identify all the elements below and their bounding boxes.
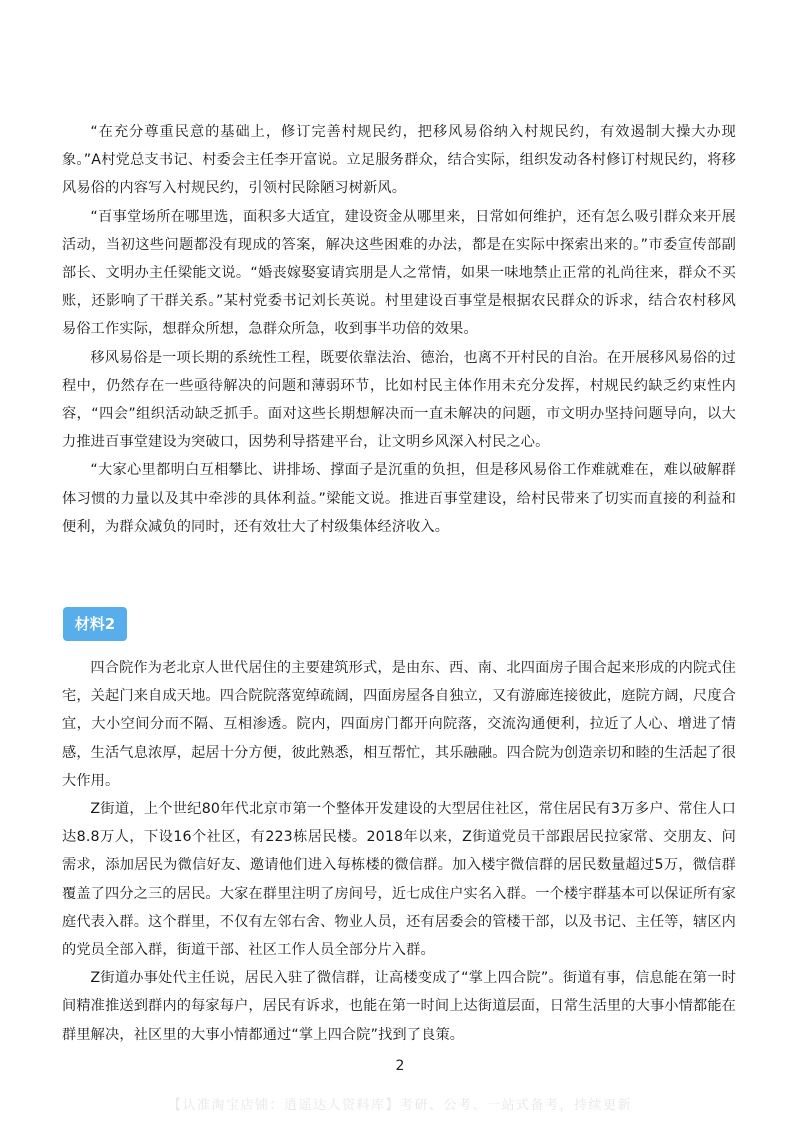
paragraph: “在充分尊重民意的基础上，修订完善村规民约，把移风易俗纳入村规民约，有效遏制大操大办现象。”A村党总支书记、村委会主任李开富说。立足服务群众，结合实际，组织发动各村修订村规民约，将移风易俗的内容写入村规民约，引领村民除陋习树新风。	[62, 124, 736, 197]
section-label-badge: 材料2	[63, 607, 127, 641]
material-1-body	[62, 118, 736, 541]
paragraph: “百事堂场所在哪里选，面积多大适宜，建设资金从哪里来，日常如何维护，还有怎么吸引群众来开展活动，当初这些问题都没有现成的答案，解决这些困难的办法，都是在实际中探索出来的。”市委宣传部副部长、文明办主任梁能文说。“婚丧嫁娶宴请宾朋是人之常情，如果一味地禁止正常的礼尚往来，群众不买账，还影响了干群关系。”某村党委书记刘长英说。村里建设百事堂是根据农民群众的诉求，结合农村移风易俗工作实际，想群众所想，急群众所急，收到事半功倍的效果。	[62, 208, 736, 338]
paragraph: 移风易俗是一项长期的系统性工程，既要依靠法治、德治，也离不开村民的自治。在开展移风易俗的过程中，仍然存在一些亟待解决的问题和薄弱环节，比如村民主体作用未充分发挥，村规民约缺乏约束性内容，“四会”组织活动缺乏抓手。面对这些长期想解决而一直未解决的问题，市文明办坚持问题导向，以大力推进百事堂建设为突破口，因势利导搭建平台，让文明乡风深入村民之心。	[62, 349, 736, 451]
paragraph: “大家心里都明白互相攀比、讲排场、撑面子是沉重的负担，但是移风易俗工作难就难在，难以破解群体习惯的力量以及其中牵涉的具体利益。”梁能文说。推进百事堂建设，给村民带来了切实而直接的利益和便利，为群众减负的同时，还有效壮大了村级集体经济收入。	[62, 462, 736, 535]
material-2-body	[62, 654, 736, 1049]
paragraph: Z街道办事处代主任说，居民入驻了微信群，让高楼变成了“掌上四合院”。街道有事，信息能在第一时间精准推送到群内的每家每户，居民有诉求，也能在第一时间上达街道层面，日常生活里的大事小情都能在群里解决，社区里的大事小情都通过“掌上四合院”找到了良策。	[62, 970, 736, 1043]
watermark-text: 【认准淘宝店铺：逍遥达人资料库】考研、公考、一站式备考，持续更新	[167, 1098, 632, 1113]
paragraph: Z街道，上个世纪80年代北京市第一个整体开发建设的大型居住社区，常住居民有3万多户、常住人口达8.8万人，下设16个社区，有223栋居民楼。2018年以来，Z街道党员干部跟居民拉家常、交朋友、问需求，添加居民为微信好友、邀请他们进入每栋楼的微信群。加入楼宇微信群的居民数量超过5万，微信群覆盖了四分之三的居民。大家在群里注明了房间号，近七成住户实名入群。一个楼宇群基本可以保证所有家庭代表入群。这个群里，不仅有左邻右舍、物业人员，还有居委会的管楼干部，以及书记、主任等，辖区内的党员全部入群，街道干部、社区工作人员全部分片入群。	[62, 801, 736, 959]
page-number: 2	[395, 1058, 405, 1074]
paragraph: 四合院作为老北京人世代居住的主要建筑形式，是由东、西、南、北四面房子围合起来形成的内院式住宅，关起门来自成天地。四合院院落宽绰疏阔，四面房屋各自独立，又有游廊连接彼此，庭院方阔，尺度合宜，大小空间分而不隔、互相渗透。院内，四面房门都开向院落，交流沟通便利，拉近了人心、增进了情感，生活气息浓厚，起居十分方便，彼此熟悉，相互帮忙，其乐融融。四合院为创造亲切和睦的生活起了很大作用。	[62, 660, 736, 789]
